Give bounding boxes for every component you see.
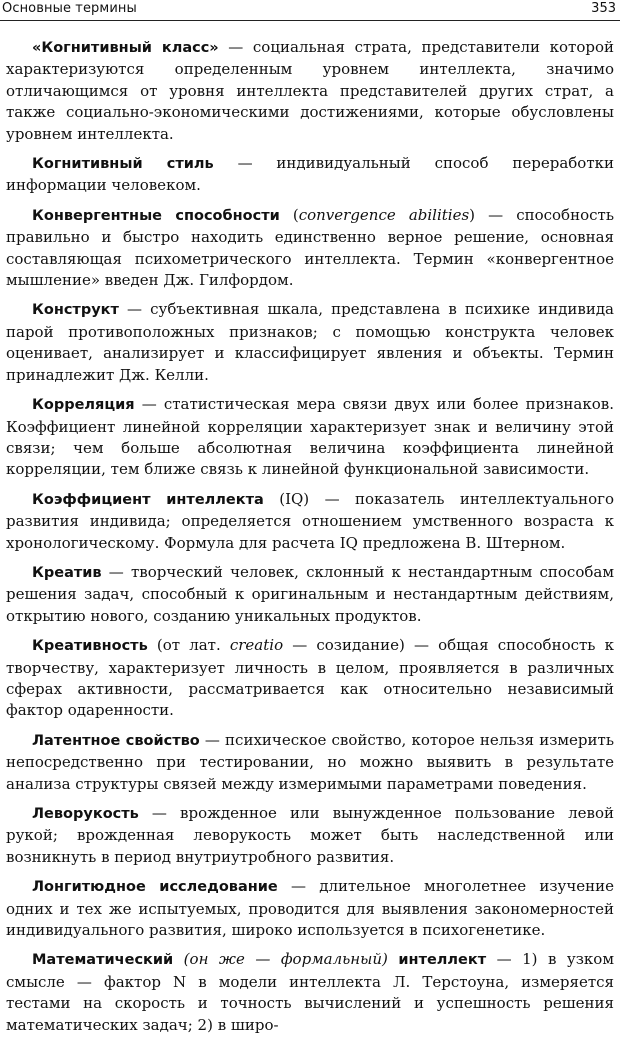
header-rule xyxy=(0,20,620,21)
term-gloss: creatio xyxy=(229,636,284,655)
paren-close: ) xyxy=(469,205,476,224)
glossary-term: Леворукость xyxy=(32,806,139,822)
glossary-term: Латентное свойство xyxy=(32,732,200,749)
glossary-term: Креативность xyxy=(32,638,148,655)
glossary-definition: — врожденное или вынужденное пользование левой рукой; врожденная леворукость может быть наследственной или возникнуть в период внутриутробного развития. xyxy=(6,804,614,866)
glossary-body xyxy=(6,37,614,1044)
glossary-definition: — психическое свойство, которое нельзя измерить непосредственно при тестировании, но можно выявить в результате анализа структуры связей между измеримыми параметрами поведения. xyxy=(6,730,614,793)
glossary-definition: — общая способность к творчеству, характеризует личность в целом, проявляется в различных сферах активности, рассматривается как относительно независимый фактор одаренности. xyxy=(6,636,614,720)
glossary-term: Коэффициент интеллекта xyxy=(32,491,264,508)
glossary-term: Креатив xyxy=(32,564,102,581)
glossary-definition: — способность правильно и быстро находить единственно верное решение, основная составляющая психометрического интеллекта. Термин «конвергентное мышление» введен Дж. Гилфордом. xyxy=(6,205,614,290)
term-gloss: (он же — формальный) xyxy=(173,950,399,969)
glossary-entry xyxy=(6,489,614,554)
glossary-term: Корреляция xyxy=(32,397,135,414)
glossary-entry xyxy=(6,562,614,627)
glossary-definition: — индивидуальный способ переработки информации человеком. xyxy=(6,154,614,195)
glossary-definition: — субъективная шкала, представлена в психике индивида парой противоположных признаков; с помощью конструкта человек оценивает, анализирует и классифицирует явления и объекты. Термин принадлежит Дж. Келли. xyxy=(6,300,614,384)
paren-open: ( xyxy=(279,205,299,224)
glossary-term: Когнитивный стиль xyxy=(32,156,214,173)
glossary-entry xyxy=(6,730,614,795)
page-header xyxy=(0,0,620,24)
glossary-entry xyxy=(6,803,614,868)
glossary-definition: — статистическая мера связи двух или более признаков. Коэффициент линейной корреляции характеризует знак и величину этой связи; чем больше абсолютная величина коэффициента линейной корреляции, тем ближе связь к линейной функциональной зависимости. xyxy=(6,395,614,479)
glossary-term: Математический xyxy=(32,952,174,969)
glossary-entry xyxy=(6,949,614,1036)
glossary-term: Лонгитюдное исследование xyxy=(32,879,278,896)
glossary-entry xyxy=(6,299,614,386)
paren-close: — созидание) xyxy=(283,636,405,655)
glossary-definition: — 1) в узком смысле — фактор N в модели интеллекта Л. Терстоуна, измеряется тестами на скорость и точность вычислений и успешность решения математических задач; 2) в широ- xyxy=(6,950,614,1034)
term-gloss: convergence abilities xyxy=(298,205,470,224)
glossary-entry xyxy=(6,635,614,722)
glossary-entry xyxy=(6,394,614,481)
term-abbreviation: (IQ) xyxy=(263,489,310,508)
glossary-entry xyxy=(6,153,614,197)
glossary-term-continued: интеллект xyxy=(398,952,487,969)
glossary-entry xyxy=(6,876,614,941)
glossary-entry xyxy=(6,37,614,145)
glossary-term: Конвергентные способности xyxy=(32,207,280,224)
glossary-definition: — социальная страта, представители которой характеризуются определенным уровнем интеллекта, значимо отличающимся от уровня интеллекта представителей других страт, а также социально-экономическими достижениями, которые обусловлены уровнем интеллекта. xyxy=(6,38,614,143)
running-title: Основные термины xyxy=(2,1,137,16)
glossary-term: «Когнитивный класс» xyxy=(32,40,219,56)
page-number: 353 xyxy=(591,1,616,16)
paren-open: (от лат. xyxy=(147,636,230,655)
glossary-definition: — показатель интеллектуального развития индивида; определяется отношением умственного возраста к хронологическому. Формула для расчета IQ предложена В. Штерном. xyxy=(6,489,615,552)
glossary-entry xyxy=(6,205,614,292)
glossary-definition: — творческий человек, склонный к нестандартным способам решения задач, способный к оригинальным и нестандартным действиям, открытию нового, созданию уникальных продуктов. xyxy=(6,562,614,625)
glossary-term: Конструкт xyxy=(32,302,119,319)
glossary-definition: — длительное многолетнее изучение одних и тех же испытуемых, проводится для выявления закономерностей индивидуального развития, широко используется в психогенетике. xyxy=(6,877,614,940)
